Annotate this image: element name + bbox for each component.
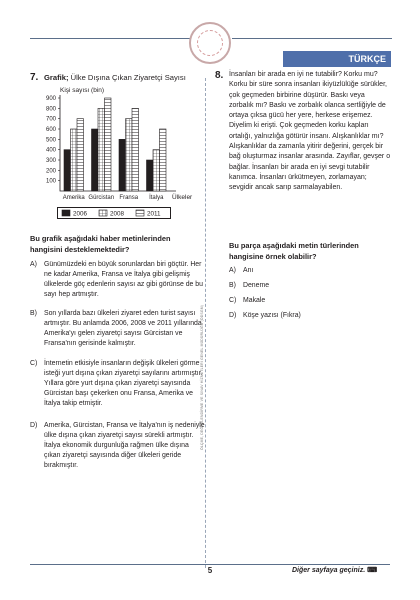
x-axis-label: Ülkeler [172, 194, 193, 201]
question-number: 8. [215, 70, 224, 81]
bar-2006-0 [64, 150, 71, 191]
y-tick-label: 400 [45, 147, 56, 154]
option-a[interactable] [30, 260, 205, 304]
bar-chart [30, 84, 205, 226]
option-a[interactable] [229, 266, 379, 276]
legend-items [57, 207, 171, 219]
y-tick-label: 800 [45, 106, 56, 113]
reading-passage: İnsanları bir arada en iyi ne tutabilir? Korku mu? Korku bir süre sonra insanları ikiyüzlülüğe sürükler, çok geçmeden birbirine düşürür. Baskı veya zorbalık mı? Baskı ve zorbalık olanca sertliğiyle de ortaya çıksa gücü her yere, herkese erişemez. Diyelim ki erişti. Çok geçmeden korku kapları ortalığı, yalnızlığa götürür insanı. Alışkanlıklar mı? Alışkanlıklar da zamanla yitirir değerini, gerçek bir bağ oluşturmaz insanlar arasında. Zayıflar, gevşer o bağlar. İnsanları bir arada en iyi sevgi tutabilir kanımca. İnsanları ürkütmeyen, zorlamayan; sevgidir ancak sarıp sarmalayabilen. [229, 71, 391, 192]
ministry-seal-logo [189, 22, 231, 64]
option-letter: D) [229, 312, 237, 319]
y-tick-label: 300 [45, 158, 56, 164]
option-b[interactable] [229, 281, 379, 291]
bar-2011-1 [105, 98, 112, 191]
option-text: Deneme [243, 282, 270, 289]
sidebar-note: ÖLÇME, DEĞERLENDİRME VE SINAV HİZMETLERİ GENEL MÜDÜRLÜĞÜ (ÖDSGM) [200, 304, 204, 450]
y-tick-label: 900 [45, 96, 56, 102]
legend-label: 2008 [110, 210, 125, 218]
question-prompt: Bu parça aşağıdaki metin türlerinden hangisine örnek olabilir? [229, 241, 359, 261]
header-rule-left [30, 38, 190, 39]
y-tick-label: 600 [45, 127, 56, 133]
bar-2008-0 [71, 129, 78, 191]
option-letter: C) [30, 360, 38, 367]
category-label: Fransa [119, 195, 139, 201]
bar-2011-2 [132, 108, 139, 191]
option-c[interactable] [229, 296, 379, 306]
y-axis-label: Kişi sayısı (bin) [60, 87, 105, 94]
y-tick-label: 500 [45, 137, 56, 144]
option-letter: A) [30, 261, 37, 268]
bar-2008-2 [126, 119, 133, 191]
chart-intro [44, 73, 186, 82]
bar-2008-3 [153, 150, 160, 191]
option-letter: B) [30, 310, 37, 317]
bar-2008-1 [98, 108, 105, 191]
legend-swatch [99, 210, 107, 216]
legend-swatch [62, 210, 70, 216]
legend-label: 2011 [147, 210, 161, 218]
question-prompt: Bu grafik aşağıdaki haber metinlerinden hangisini desteklemektedir? [30, 234, 171, 254]
bar-2011-3 [160, 129, 167, 191]
bar-2006-3 [147, 160, 154, 191]
option-letter: A) [229, 267, 236, 274]
legend-swatch [136, 210, 144, 216]
y-tick-label: 200 [45, 168, 56, 175]
footer-rule [30, 564, 390, 565]
subject-title: TÜRKÇE [348, 54, 386, 64]
option-d[interactable] [229, 311, 379, 321]
option-text: Son yıllarda bazı ülkeleri ziyaret eden turist sayısı artmıştır. Bu anlamda 2006, 2008 ve 2011 yıllarında Amerika'yı gelen ziyaretçi sayısı Gürcistan ve Fransa'nın gerisinde kalmıştır. [44, 310, 202, 347]
option-text: İnternetin etkisiyle insanların değişik ülkeleri görme isteği yurt dışına çıkan ziyaretçi sayılarını artırmıştır. Yıllara göre yurt dışına çıkan ziyaretçi sayısında Gürcistan başı çekerken onu Fransa, Amerika ve İtalya takip etmiştir. [44, 360, 203, 407]
option-letter: D) [30, 422, 38, 429]
option-text: Amerika, Gürcistan, Fransa ve İtalya'nın iş nedeniyle ülke dışına çıkan ziyaretçi sayısı sürekli artmıştır. İtalya ekonomik durgunluğa rağmen ülke dışına çıkan ziyaretçi sayısında diğer ülkeleri geride bırakmıştır. [44, 422, 205, 469]
y-tick-label: 100 [45, 178, 56, 185]
bar-2006-2 [119, 139, 126, 191]
option-letter: B) [229, 282, 236, 289]
option-text: Makale [243, 297, 266, 304]
category-label: Gürcistan [88, 195, 115, 201]
category-label: İtalya [149, 195, 164, 201]
page-number: 5 [207, 566, 213, 575]
chart-title: Ülke Dışına Çıkan Ziyaretçi Sayısı [70, 73, 186, 82]
option-text: Günümüzdeki en büyük sorunlardan biri göçtür. Her ne kadar Amerika, Fransa ve İtalya gibi gelişmiş ülkelerde göç edenlerin sayısı az gibi görünse de bu sayı hep artmıştır. [44, 261, 203, 298]
option-text: Anı [243, 267, 254, 274]
bar-2006-1 [92, 129, 99, 191]
bar-2011-0 [77, 119, 84, 191]
chart-intro-label: Grafik; [44, 73, 69, 82]
question-number: 7. [30, 72, 39, 83]
legend-label: 2006 [73, 210, 88, 218]
next-page-note: Diğer sayfaya geçiniz. ⌨ [292, 567, 378, 574]
y-tick-label: 700 [45, 116, 56, 123]
category-label: Amerika [62, 195, 85, 201]
option-b[interactable] [30, 309, 205, 353]
next-page-icon: ⌨ [367, 567, 378, 574]
option-c[interactable] [30, 359, 205, 415]
option-d[interactable] [30, 421, 205, 477]
header-rule-right [232, 38, 392, 39]
option-letter: C) [229, 297, 237, 304]
option-text: Köşe yazısı (Fıkra) [243, 312, 301, 319]
